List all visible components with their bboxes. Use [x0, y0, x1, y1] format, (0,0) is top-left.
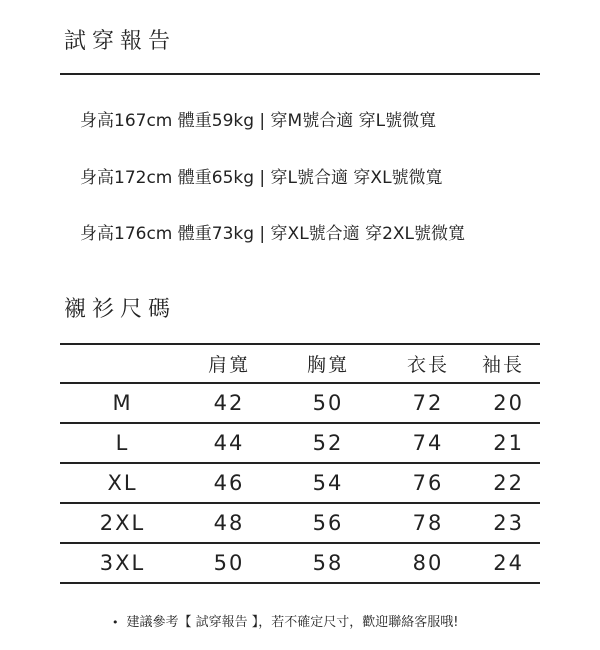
header-length: 衣長 [383, 344, 473, 383]
sleeve-cell: 23 [473, 503, 540, 543]
size-chart-table [60, 343, 540, 584]
chest-cell: 54 [273, 463, 383, 503]
length-cell: 72 [383, 383, 473, 423]
header-chest: 胸寬 [273, 344, 383, 383]
length-cell: 78 [383, 503, 473, 543]
sleeve-cell: 22 [473, 463, 540, 503]
trial-report-line: 身高167cm 體重59kg | 穿M號合適 穿L號微寬 [80, 111, 437, 131]
shoulder-cell: 42 [185, 383, 273, 423]
chest-cell: 56 [273, 503, 383, 543]
trial-report-title: 試穿報告 [64, 29, 177, 54]
table-row [60, 383, 540, 423]
size-cell: 2XL [60, 503, 185, 543]
header-size [60, 344, 185, 383]
shoulder-cell: 46 [185, 463, 273, 503]
chest-cell: 50 [273, 383, 383, 423]
shoulder-cell: 48 [185, 503, 273, 543]
table-row [60, 463, 540, 503]
sleeve-cell: 21 [473, 423, 540, 463]
length-cell: 80 [383, 543, 473, 583]
chest-cell: 52 [273, 423, 383, 463]
trial-report-line: 身高176cm 體重73kg | 穿XL號合適 穿2XL號微寬 [80, 224, 466, 244]
shoulder-cell: 50 [185, 543, 273, 583]
sleeve-cell: 24 [473, 543, 540, 583]
chest-cell: 58 [273, 543, 383, 583]
table-row [60, 503, 540, 543]
table-row [60, 423, 540, 463]
trial-report-divider [60, 73, 540, 75]
size-cell: XL [60, 463, 185, 503]
size-cell: L [60, 423, 185, 463]
size-cell: 3XL [60, 543, 185, 583]
header-shoulder: 肩寬 [185, 344, 273, 383]
bullet-icon: • [112, 616, 119, 629]
trial-report-line: 身高172cm 體重65kg | 穿L號合適 穿XL號微寬 [80, 168, 443, 188]
size-chart-header-row [60, 344, 540, 383]
header-sleeve: 袖長 [473, 344, 540, 383]
length-cell: 76 [383, 463, 473, 503]
size-chart-title: 襯衫尺碼 [64, 297, 177, 322]
sleeve-cell: 20 [473, 383, 540, 423]
length-cell: 74 [383, 423, 473, 463]
note-text: 建議參考【 試穿報告 】，若不確定尺寸，歡迎聯絡客服哦! [126, 615, 459, 630]
shoulder-cell: 44 [185, 423, 273, 463]
size-advice-note [112, 611, 458, 630]
table-row [60, 543, 540, 583]
size-cell: M [60, 383, 185, 423]
